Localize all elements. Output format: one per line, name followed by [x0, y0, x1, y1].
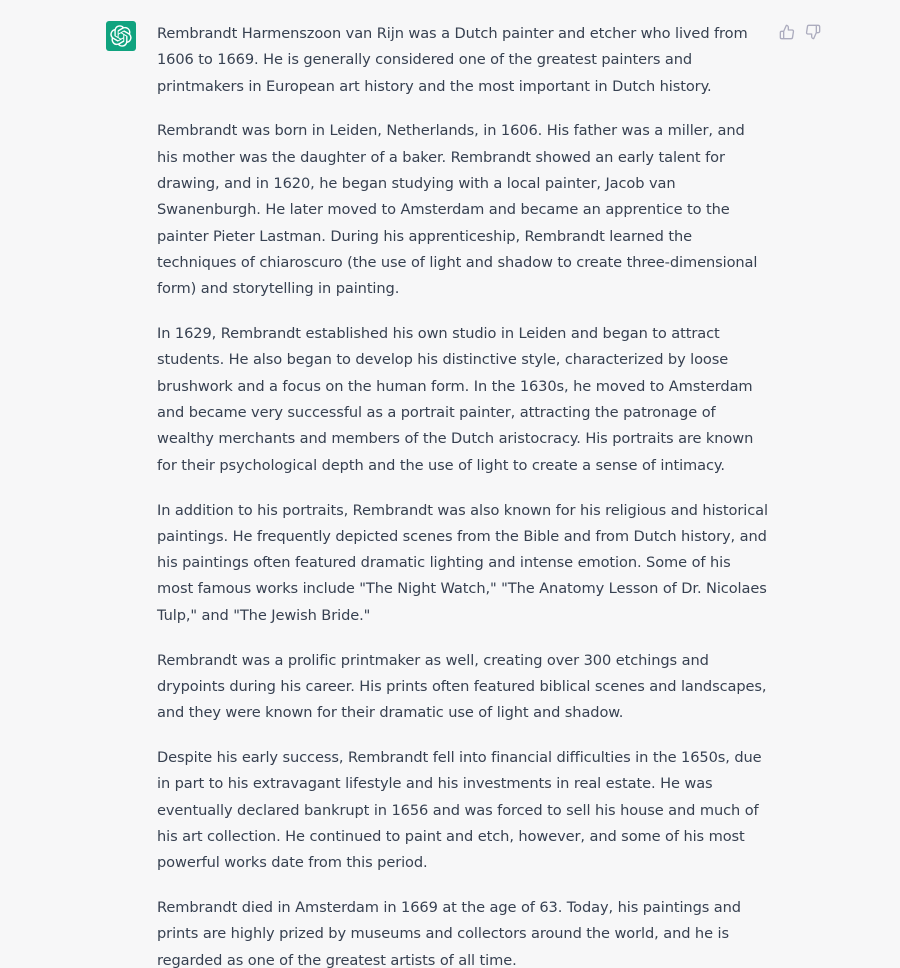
message-paragraph: Rembrandt Harmenszoon van Rijn was a Dutch painter and etcher who lived from 1606 to 1669. He is generally considered one of the greatest painters and printmakers in European art history and the most important in Dutch history. — [157, 25, 748, 95]
message-paragraph: In addition to his portraits, Rembrandt was also known for his religious and historical paintings. He frequently depicted scenes from the Bible and from Dutch history, and his paintings often featured dramatic lighting and intense emotion. Some of his most famous works include "The Night Watch," "The Anatomy Lesson of Dr. Nicolaes Tulp," and "The Jewish Bride." — [157, 501, 768, 624]
thumbs-down-button[interactable] — [804, 22, 822, 42]
thumbs-up-icon — [779, 24, 795, 40]
thumbs-down-icon — [805, 24, 821, 40]
assistant-message-content — [157, 21, 769, 968]
message-paragraph: Rembrandt was born in Leiden, Netherlands, in 1606. His father was a miller, and his mother was the daughter of a baker. Rembrandt showed an early talent for drawing, and in 1620, he began studying with a local painter, Jacob van Swanenburgh. He later moved to Amsterdam and became an apprentice to the painter Pieter Lastman. During his apprenticeship, Rembrandt learned the techniques of chiaroscuro (the use of light and shadow to create three-dimensional form) and storytelling in painting. — [157, 122, 758, 298]
feedback-controls — [778, 22, 822, 42]
openai-logo-icon — [110, 25, 132, 47]
thumbs-up-button[interactable] — [778, 22, 796, 42]
assistant-avatar — [106, 21, 136, 51]
message-paragraph: Rembrandt died in Amsterdam in 1669 at the age of 63. Today, his paintings and prints are highly prized by museums and collectors around the world, and he is regarded as one of the greatest artists of all time. — [157, 899, 741, 968]
message-paragraph: Rembrandt was a prolific printmaker as well, creating over 300 etchings and drypoints during his career. His prints often featured biblical scenes and landscapes, and they were known for their dramatic use of light and shadow. — [157, 651, 767, 722]
message-paragraph: Despite his early success, Rembrandt fell into financial difficulties in the 1650s, due in part to his extravagant lifestyle and his investments in real estate. He was eventually declared bankrupt in 1656 and was forced to sell his house and much of his art collection. He continued to paint and etch, however, and some of his most powerful works date from this period. — [157, 749, 762, 872]
message-paragraph: In 1629, Rembrandt established his own studio in Leiden and began to attract students. He also began to develop his distinctive style, characterized by loose brushwork and a focus on the human form. In the 1630s, he moved to Amsterdam and became very successful as a portrait painter, attracting the patronage of wealthy merchants and members of the Dutch aristocracy. His portraits are known for their psychological depth and the use of light to create a sense of intimacy. — [157, 325, 754, 474]
